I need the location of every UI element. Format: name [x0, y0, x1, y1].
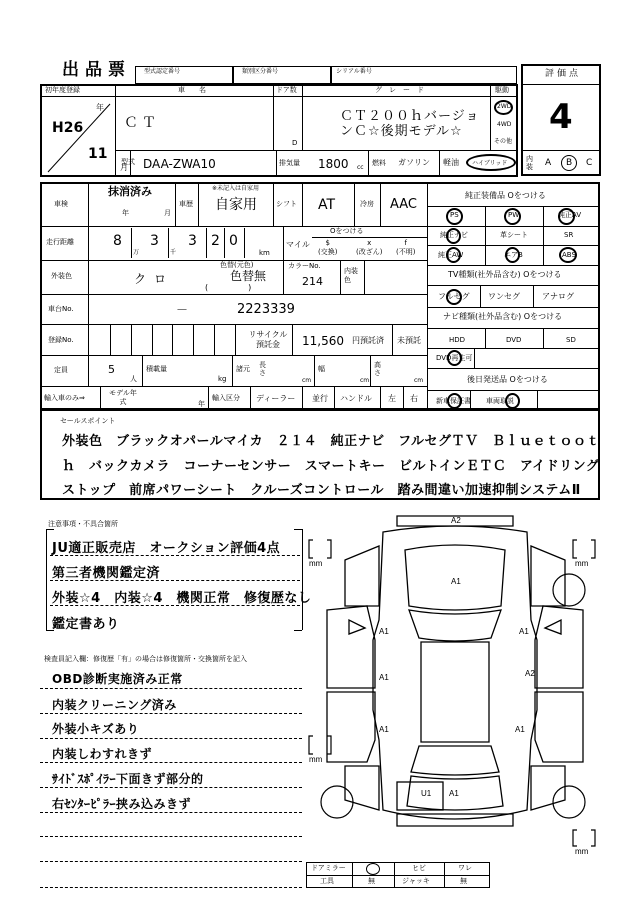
mileage-sen: 千	[170, 249, 177, 256]
interior-b-circle-icon	[561, 155, 577, 171]
door-d: D	[292, 139, 298, 147]
mm-label-3: mm	[309, 755, 323, 764]
form-title: 出品票	[62, 60, 131, 80]
note-4: 鑑定書あり	[52, 617, 120, 632]
note-1: JU適正販売店 オークション評価4点	[52, 541, 281, 556]
bt-mirror-circle-icon	[366, 863, 380, 875]
history-note: ※未記入は自家用	[212, 185, 260, 192]
meter-circle-note: Oをつける	[330, 227, 364, 235]
drive-other: その他	[494, 138, 513, 145]
displacement-value: 1800	[318, 157, 349, 171]
inspection-value: 抹消済み	[108, 185, 152, 198]
tv-fullseg: フルセグ	[438, 292, 470, 301]
inspector-label: 検査員記入欄：修復歴「有」の場合は修復箇所・交換箇所を記入	[44, 655, 247, 663]
capacity-value: 5	[108, 363, 115, 376]
interior-grade-label: 内装	[526, 155, 533, 171]
score-value: 4	[549, 97, 573, 137]
import-label: 輸入車のみ⇒	[44, 394, 85, 402]
first-reg-label: 初年度登録	[45, 86, 80, 94]
equip-navi: 純正ナビ	[440, 231, 468, 239]
notes-label: 注意事項・不具合箇所	[48, 520, 118, 528]
meter-opt-tamper: x (改ざん)	[356, 239, 383, 256]
damage-mark: A1	[451, 577, 461, 586]
insp-month-unit: 月	[164, 209, 171, 217]
later-warranty-circle-icon	[447, 393, 462, 409]
damage-mark: A1	[379, 673, 389, 682]
sales-point-line-2: ｈ バックカメラ コーナーセンサー スマートキー ビルトインＥＴＣ アイドリング	[62, 459, 600, 474]
capacity-unit: 人	[130, 375, 137, 383]
navi-sd: SD	[566, 336, 576, 344]
equip-airbag-circle-icon	[505, 247, 520, 263]
color-no-label: カラーNo.	[288, 262, 321, 270]
dims-height: 高さ	[374, 361, 381, 377]
shift-label: シフト	[276, 200, 297, 208]
interior-color-label: 内装色	[344, 267, 358, 284]
equip-pw-circle-icon	[504, 208, 521, 225]
dims-width: 幅	[318, 365, 325, 373]
dims-height-cm: cm	[414, 377, 424, 384]
fuel-gasoline: ガソリン	[398, 158, 430, 167]
damage-mark: A1	[519, 627, 529, 636]
dims-length: 長さ	[259, 361, 266, 377]
mileage-d3: 3	[188, 233, 197, 249]
tv-fullseg-circle-icon	[446, 289, 462, 305]
meter-label: マイル	[286, 240, 310, 249]
repaint-paren: ( )	[205, 283, 252, 292]
inspector-note-5: ｻｲﾄﾞｽﾎﾟｲﾗｰ下面きず部分的	[52, 772, 204, 786]
bt-mirror: ドアミラー	[311, 864, 346, 872]
chassis-no: 2223339	[237, 302, 295, 317]
inspector-note-1: OBD診断実施済み正常	[52, 672, 183, 686]
repaint-value: 色替無	[230, 269, 267, 283]
doors-label: ドア数	[276, 86, 297, 94]
chassis-label: 車台No.	[48, 305, 74, 313]
damage-mark: A1	[515, 725, 525, 734]
mileage-man: 万	[133, 249, 140, 256]
dvd-play: DVD再生可	[436, 354, 473, 362]
damage-mark: A1	[449, 789, 459, 798]
note-3: 外装☆4 内装☆4 機関正常 修復歴なし	[52, 591, 312, 606]
note-2: 第三者機関鑑定済	[52, 566, 161, 581]
history-value: 自家用	[215, 197, 257, 213]
damage-mark: U1	[421, 789, 432, 798]
car-name-value: ＣＴ	[124, 115, 160, 131]
year-unit: 年	[96, 103, 104, 112]
handle-label: ハンドル	[340, 394, 372, 403]
grade-label: グ レ ー ド	[375, 86, 424, 94]
color-label: 外装色	[51, 272, 72, 280]
form-no-label: 型式認定番号	[144, 68, 181, 75]
fuel-hybrid-circle-icon	[466, 154, 516, 171]
bt-jack: ジャッキ	[402, 877, 430, 885]
inspector-note-3: 外装小キズあり	[52, 722, 140, 736]
later-manual: 車両取説	[486, 397, 514, 405]
model-code: DAA-ZWA10	[143, 157, 216, 171]
interior-opt-c: C	[586, 158, 593, 168]
recycle-value: 11,560	[302, 334, 344, 348]
mm-label-4: mm	[575, 847, 589, 855]
tv-oneseg: ワンセグ	[488, 292, 520, 301]
dims-label: 諸元	[236, 365, 250, 373]
bt-break: ワレ	[458, 864, 472, 872]
later-warranty: 新車保証書	[436, 397, 471, 405]
sales-point-line-1: 外装色 ブラックオパールマイカ ２１４ 純正ナビ フルセグＴＶ Ｂｌｕｅｔｏｏｔ	[62, 434, 601, 449]
equip-ps: PS	[450, 211, 459, 219]
inspector-note-2: 内装クリーニング済み	[52, 698, 177, 712]
equip-pw: PW	[508, 211, 520, 219]
inspection-label: 車検	[54, 200, 68, 208]
interior-opt-a: A	[545, 158, 552, 168]
navi-dvd: DVD	[506, 336, 522, 344]
handle-right: 右	[410, 394, 418, 403]
recycle-label: リサイクル預託金	[248, 330, 288, 349]
damage-mark: A1	[379, 627, 389, 636]
interior-opt-b: B	[566, 158, 573, 168]
grade-line-1: ＣＴ２００ｈバージョ	[340, 109, 480, 124]
mileage-km: km	[259, 249, 270, 257]
bt-tools-value: 無	[368, 877, 375, 885]
equip-airbag: エアB	[504, 251, 523, 259]
equip-ps-circle-icon	[446, 208, 463, 225]
meter-opt-swap: $ (交換)	[318, 239, 338, 256]
fuel-diesel: 軽油	[443, 158, 459, 167]
later-manual-circle-icon	[505, 393, 520, 409]
shift-value: AT	[318, 197, 336, 213]
insp-year-unit: 年	[122, 209, 129, 217]
bt-tools: 工具	[320, 877, 334, 885]
car-diagram	[305, 510, 605, 855]
navi-hdd: HDD	[449, 336, 466, 344]
history-label: 車歴	[179, 200, 193, 208]
model-year-unit: 年	[198, 400, 205, 408]
grade-line-2: ンＣ☆後期モデル☆	[340, 124, 463, 139]
equip-abs: ABS	[562, 251, 576, 259]
dims-width-cm: cm	[360, 377, 370, 384]
sales-point-line-3: ストップ 前席パワーシート クルーズコントロール 踏み間違い加速抑制システムⅡ	[62, 483, 581, 498]
import-dealer: ディーラー	[256, 394, 296, 403]
cc-unit: cc	[357, 164, 364, 171]
mileage-d2: 3	[150, 233, 159, 249]
fuel-hybrid: ハイブリッド	[472, 160, 508, 167]
equip-aw: 純正AW	[438, 251, 464, 259]
tv-analog: アナログ	[542, 292, 574, 301]
dvd-play-circle-icon	[447, 350, 462, 366]
first-reg-month: 11	[88, 146, 108, 162]
recycle-unpaid: 未預託	[397, 336, 421, 345]
damage-mark: A2	[525, 669, 535, 678]
equip-abs-circle-icon	[559, 247, 577, 263]
mileage-d5: 0	[229, 233, 238, 249]
mileage-label: 走行距離	[46, 238, 74, 246]
month-unit: 月	[120, 163, 128, 172]
equip-aw-circle-icon	[446, 247, 461, 263]
car-name-label: 車 名	[178, 86, 206, 94]
import-type-label: 輸入区分	[212, 394, 240, 402]
equip-leather: 革シート	[500, 231, 528, 239]
color-no-value: 214	[302, 275, 323, 288]
load-label: 積載量	[146, 365, 167, 373]
ac-label: 冷房	[360, 200, 374, 208]
color-value: クロ	[134, 272, 175, 286]
mileage-d4: 2	[211, 233, 220, 249]
load-kg: kg	[218, 375, 227, 383]
mm-label-2: mm	[575, 559, 589, 568]
fuel-label: 燃料	[372, 159, 386, 167]
model-year-label: モデル年式	[109, 389, 137, 406]
class-no-label: 類別区分番号	[242, 68, 279, 75]
drive-label: 駆動	[495, 86, 509, 94]
chassis-dash: －	[176, 303, 189, 317]
tv-title: TV種類(社外品含む) Oをつける	[448, 270, 562, 279]
equip-navi-circle-icon	[446, 228, 461, 244]
inspector-note-6: 右ｾﾝﾀｰﾋﾟﾗｰ挟み込みきず	[52, 797, 192, 811]
repaint-label: 色替(元色)	[220, 261, 254, 269]
model-type-label: 型式	[121, 158, 135, 166]
displacement-label: 排気量	[279, 159, 300, 167]
drive-2wd: 2WD	[497, 103, 512, 110]
mileage-d1: 8	[113, 233, 122, 249]
score-label: 評価点	[545, 69, 582, 79]
drive-4wd: 4WD	[497, 121, 512, 128]
equip-av: 純正AV	[558, 211, 582, 219]
damage-mark: A2	[451, 516, 461, 525]
mm-label-1: mm	[309, 559, 323, 568]
reg-label: 登録No.	[48, 336, 74, 344]
bt-crack: ヒビ	[412, 864, 426, 872]
equip-sr: SR	[564, 231, 574, 239]
genuine-title: 純正装備品 Oをつける	[465, 191, 546, 200]
sales-point-label: セールスポイント	[60, 417, 116, 425]
inspector-note-4: 内装しわすれきず	[52, 747, 153, 761]
capacity-label: 定員	[54, 366, 68, 374]
dims-length-cm: cm	[302, 377, 312, 384]
navi-title: ナビ種類(社外品含む) Oをつける	[443, 312, 563, 321]
drive-2wd-circle-icon	[494, 100, 513, 115]
damage-mark: A1	[379, 725, 389, 734]
handle-left: 左	[388, 394, 396, 403]
equip-av-circle-icon	[558, 208, 575, 225]
later-title: 後日発送品 Oをつける	[467, 375, 548, 384]
meter-opt-unknown: f (不明)	[396, 239, 416, 256]
import-parallel: 並行	[312, 394, 328, 403]
recycle-paid: 円預託済	[352, 336, 384, 345]
serial-no-label: シリアル番号	[336, 68, 372, 75]
first-reg-year: H26	[52, 120, 84, 136]
bt-jack-value: 無	[460, 877, 467, 885]
ac-value: AAC	[390, 197, 417, 212]
